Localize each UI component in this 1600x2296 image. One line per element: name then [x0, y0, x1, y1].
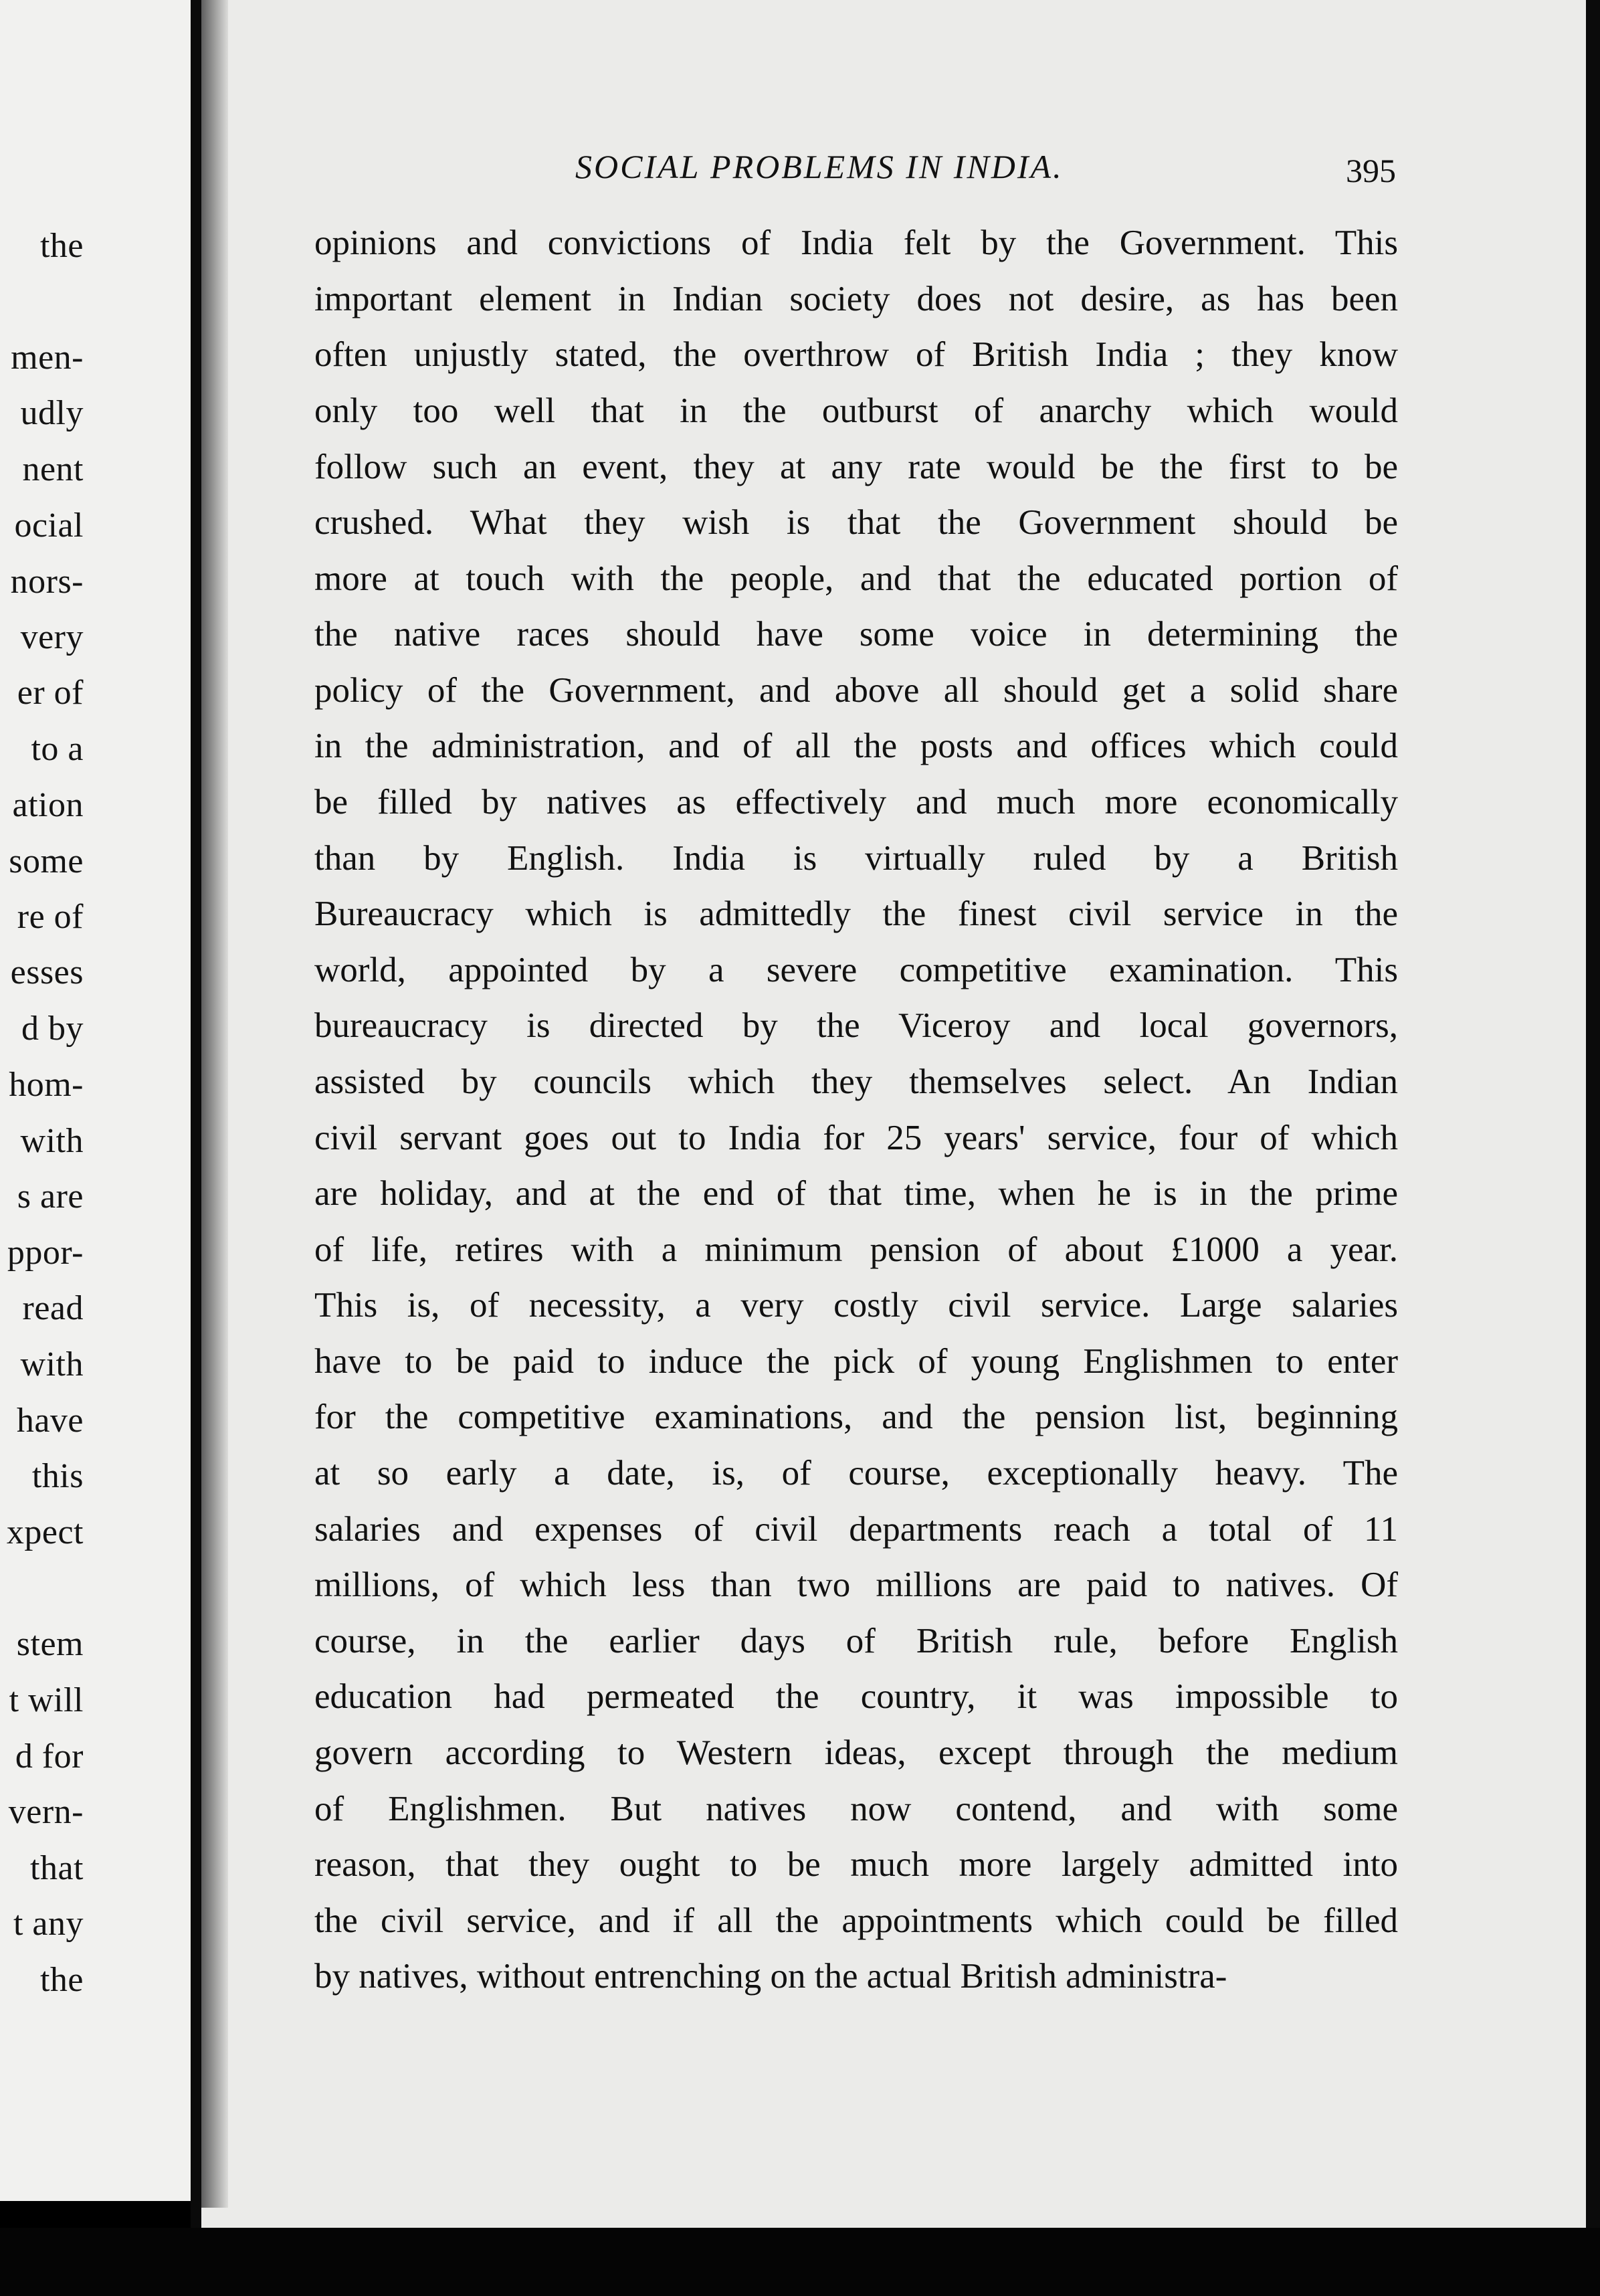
text-line: bureaucracy is directed by the Viceroy and local governors, — [314, 1006, 1398, 1045]
text-line: millions, of which less than two millions are paid to natives. Of — [314, 1565, 1398, 1604]
left-margin-fragment: re of — [17, 898, 84, 936]
left-margin-fragment: er of — [17, 674, 84, 712]
left-margin-fragment: vern- — [8, 1793, 84, 1831]
page-number: 395 — [1346, 152, 1396, 189]
left-margin-fragment: hom- — [9, 1066, 84, 1104]
left-margin-fragment: have — [16, 1402, 84, 1440]
left-margin-fragment: with — [20, 1122, 84, 1160]
left-margin-fragment: esses — [10, 953, 84, 991]
left-margin-fragment: d for — [15, 1737, 84, 1776]
left-margin-fragment: men- — [11, 339, 84, 377]
left-margin-fragment: with — [20, 1345, 84, 1383]
left-facing-page — [0, 0, 191, 2201]
text-line: assisted by councils which they themselves select. An Indian — [314, 1062, 1398, 1101]
text-line: the native races should have some voice in determining the — [314, 615, 1398, 654]
left-margin-fragment: t any — [13, 1905, 84, 1943]
left-margin-fragment: very — [20, 618, 84, 656]
text-line: important element in Indian society does not desire, as has been — [314, 280, 1398, 318]
text-line: often unjustly stated, the overthrow of British India ; they know — [314, 335, 1398, 374]
left-margin-fragment: stem — [16, 1625, 84, 1663]
left-margin-fragment: some — [9, 842, 84, 880]
text-line: have to be paid to induce the pick of young Englishmen to enter — [314, 1342, 1398, 1381]
text-line: be filled by natives as effectively and much more economically — [314, 783, 1398, 822]
left-margin-fragment: ation — [12, 786, 84, 824]
text-line: crushed. What they wish is that the Government should be — [314, 503, 1398, 542]
gutter-shadow — [201, 0, 228, 2208]
body-text — [314, 0, 1398, 2208]
left-margin-fragment: read — [22, 1289, 84, 1327]
left-margin-fragment: the — [39, 1961, 84, 1999]
left-margin-fragment: d by — [21, 1010, 84, 1048]
left-margin-fragment: that — [30, 1849, 84, 1887]
text-line: the civil service, and if all the appointments which could be filled — [314, 1901, 1398, 1940]
text-line: of life, retires with a minimum pension of about £1000 a year. — [314, 1230, 1398, 1269]
right-page-edge — [1586, 0, 1600, 2296]
left-margin-fragment: the — [39, 227, 84, 265]
left-margin-fragment: this — [31, 1457, 84, 1495]
left-margin-fragment: to a — [31, 730, 84, 768]
left-margin-fragment: t will — [9, 1681, 84, 1719]
text-line: for the competitive examinations, and the pension list, beginning — [314, 1398, 1398, 1436]
left-margin-fragment: udly — [20, 394, 84, 432]
text-line: are holiday, and at the end of that time, when he is in the prime — [314, 1174, 1398, 1213]
text-line: civil servant goes out to India for 25 years' service, four of which — [314, 1119, 1398, 1157]
text-line: follow such an event, they at any rate would be the first to be — [314, 448, 1398, 486]
text-line: govern according to Western ideas, except through the medium — [314, 1733, 1398, 1772]
text-line: than by English. India is virtually ruled by a British — [314, 839, 1398, 878]
text-line: only too well that in the outburst of anarchy which would — [314, 391, 1398, 430]
text-line: salaries and expenses of civil departments reach a total of 11 — [314, 1510, 1398, 1549]
left-margin-fragment: nent — [22, 450, 84, 488]
left-margin-fragment: ocial — [14, 506, 84, 545]
left-margin-fragment: ppor- — [7, 1234, 84, 1272]
text-line: world, appointed by a severe competitive examination. This — [314, 951, 1398, 989]
text-line: of Englishmen. But natives now contend, and with some — [314, 1790, 1398, 1828]
text-line: policy of the Government, and above all should get a solid share — [314, 671, 1398, 710]
book-gutter — [191, 0, 201, 2296]
text-line: opinions and convictions of India felt by the Government. This — [314, 223, 1398, 262]
text-line: more at touch with the people, and that the educated portion of — [314, 559, 1398, 598]
scan-bottom-border — [0, 2228, 1600, 2296]
text-line: course, in the earlier days of British rule, before English — [314, 1622, 1398, 1660]
text-line: in the administration, and of all the posts and offices which could — [314, 727, 1398, 765]
left-margin-fragment: xpect — [6, 1513, 84, 1551]
text-line: Bureaucracy which is admittedly the finest civil service in the — [314, 894, 1398, 933]
text-line: education had permeated the country, it was impossible to — [314, 1677, 1398, 1716]
left-margin-fragment: s are — [17, 1177, 84, 1216]
running-head: SOCIAL PROBLEMS IN INDIA. — [575, 148, 1064, 185]
text-line: reason, that they ought to be much more largely admitted into — [314, 1845, 1398, 1884]
text-line: at so early a date, is, of course, exceptionally heavy. The — [314, 1454, 1398, 1493]
text-line: by natives, without entrenching on the actual British administra- — [314, 1957, 1227, 1996]
text-line: This is, of necessity, a very costly civil service. Large salaries — [314, 1286, 1398, 1325]
left-margin-fragment: nors- — [10, 563, 84, 601]
